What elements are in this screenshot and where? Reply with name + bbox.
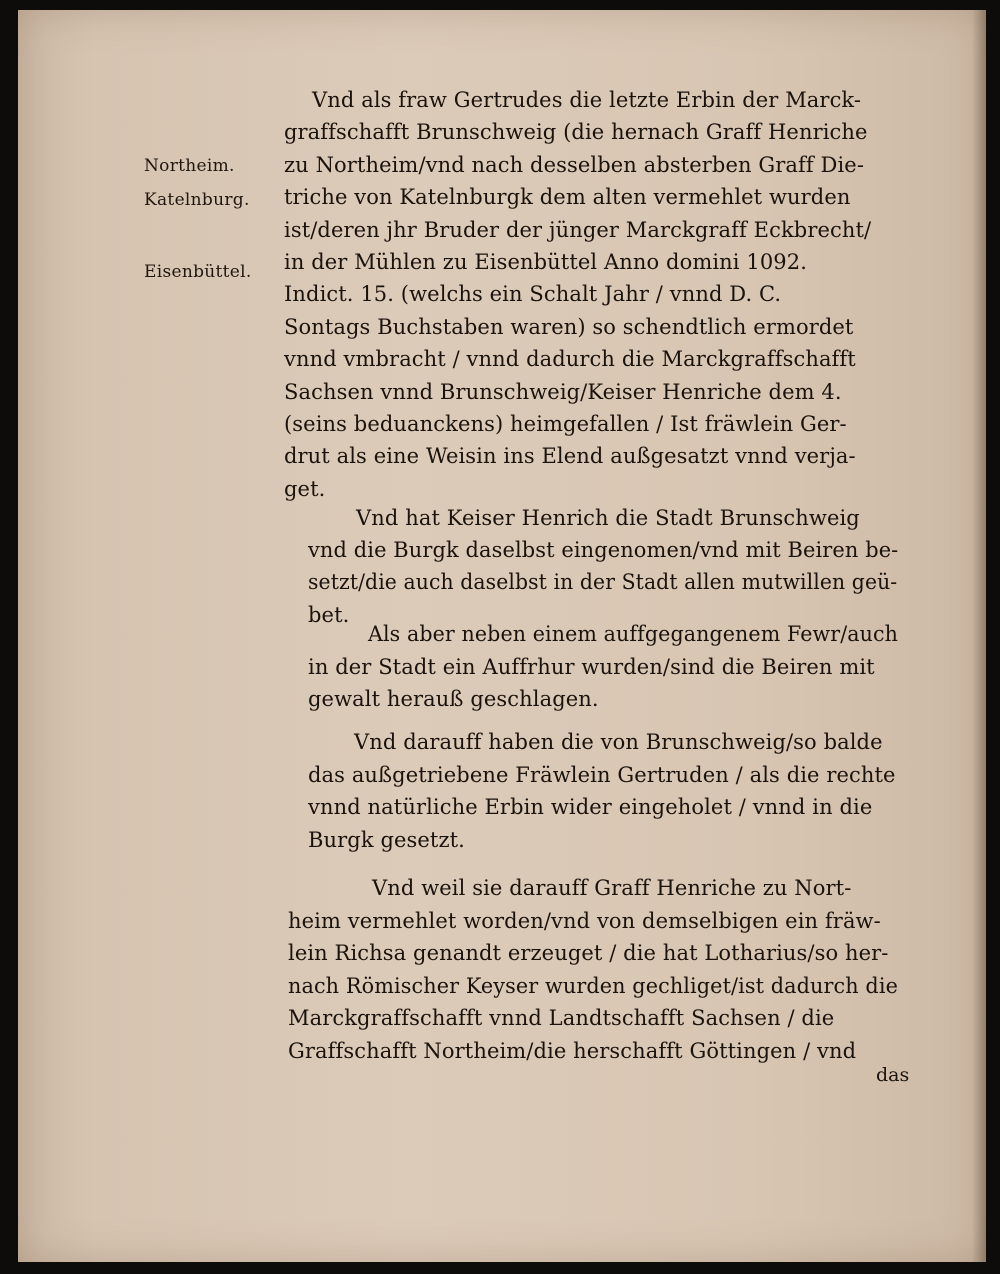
text-line: vnnd natürliche Erbin wider eingeholet / vnnd in die [308,795,873,819]
book-page [18,10,986,1262]
text-line: lein Richsa genandt erzeuget / die hat Lotharius/so her- [288,941,889,966]
page-edge-shadow [972,10,986,1262]
text-line: Als aber neben einem auffgegangenem Fewr/auch [368,622,899,646]
text-line: get. [284,476,326,501]
text-line: nach Römischer Keyser wurden gechliget/ist dadurch die [288,973,898,998]
text-line: Indict. 15. (welchs ein Schalt Jahr / vnnd D. C. [284,282,782,307]
text-line: bet. [308,602,350,627]
text-line: Sontags Buchstaben waren) so schendtlich ermordet [284,314,854,339]
text-line: drut als eine Weisin ins Elend außgesatzt vnnd verja- [284,444,856,469]
catchword: das [876,1064,910,1086]
margin-note-eisenbuettel: Eisenbüttel. [144,262,252,282]
margin-note-katelnburg: Katelnburg. [144,190,250,210]
text-line: graffschafft Brunschweig (die hernach Graff Henriche [284,120,868,145]
margin-note-northeim: Northeim. [144,156,235,176]
text-line: zu Northeim/vnd nach desselben absterben Graff Die- [284,152,865,177]
text-line: Graffschafft Northeim/die herschafft Göttingen / vnd [288,1039,857,1063]
text-line: ist/deren jhr Bruder der jünger Marckgraff Eckbrecht/ [284,217,872,242]
text-line: Vnd darauff haben die von Brunschweig/so balde [354,730,883,754]
text-line: setzt/die auch daselbst in der Stadt allen mutwillen geü- [308,570,898,595]
text-line: triche von Katelnburgk dem alten vermehlet wurden [284,185,851,210]
text-line: das außgetriebene Fräwlein Gertruden / als die rechte [308,762,896,787]
text-line: Sachsen vnnd Brunschweig/Keiser Henriche dem 4. [284,379,842,404]
text-line: Vnd weil sie darauff Graff Henriche zu Nort- [372,876,852,900]
text-line: vnd die Burgk daselbst eingenomen/vnd mit Beiren be- [308,538,899,563]
text-line: (seins beduanckens) heimgefallen / Ist fräwlein Ger- [284,412,847,436]
text-line: in der Stadt ein Auffrhur wurden/sind die Beiren mit [308,654,875,679]
text-line: vnnd vmbracht / vnnd dadurch die Marckgraffschafft [284,347,856,372]
text-line: gewalt herauß geschlagen. [308,687,599,711]
text-line: in der Mühlen zu Eisenbüttel Anno domini 1092. [284,250,807,274]
text-line: Marckgraffschafft vnnd Landtschafft Sachsen / die [288,1006,835,1031]
text-line: Vnd hat Keiser Henrich die Stadt Brunschweig [356,506,860,530]
text-line: Burgk gesetzt. [308,827,465,852]
text-line: heim vermehlet worden/vnd von demselbigen ein fräw- [288,908,881,933]
text-line: Vnd als fraw Gertrudes die letzte Erbin der Marck- [312,88,862,112]
